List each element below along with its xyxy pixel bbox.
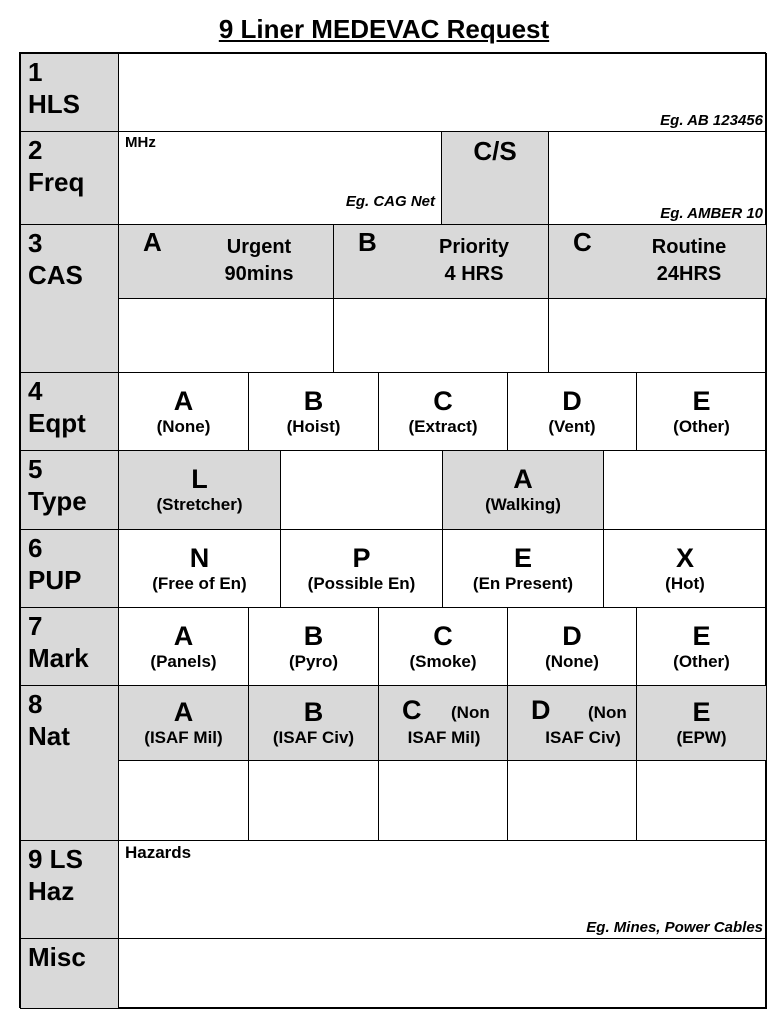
row-number: 8	[28, 689, 43, 719]
eqpt-option-e[interactable]	[636, 372, 767, 451]
eqpt-option-a[interactable]	[118, 372, 249, 451]
hazards-example: Eg. Mines, Power Cables	[586, 919, 763, 936]
row-name: Haz	[28, 876, 75, 906]
option-desc: (None)	[545, 651, 599, 671]
option-desc	[619, 234, 759, 288]
row-label-haz	[20, 840, 119, 939]
option-desc: (Other)	[673, 651, 730, 671]
option-letter: C	[433, 620, 453, 651]
option-extra: (Non	[588, 703, 627, 722]
cas-count-c[interactable]	[548, 298, 767, 373]
row-label-freq	[20, 131, 119, 225]
option-letter: C	[402, 695, 422, 725]
cas-option-c[interactable]	[548, 224, 767, 299]
option-desc	[404, 234, 544, 288]
eqpt-option-d[interactable]	[507, 372, 637, 451]
option-letter: E	[692, 385, 711, 416]
callsign-example: Eg. AMBER 10	[660, 205, 763, 222]
nat-option-e[interactable]	[636, 685, 767, 761]
row-label-nat	[20, 685, 119, 841]
option-desc: (Walking)	[485, 495, 561, 514]
option-desc: ISAF Civ)	[545, 728, 621, 747]
option-desc: (En Present)	[472, 573, 574, 593]
row-name: Type	[28, 486, 87, 516]
option-letter: C	[573, 227, 592, 257]
row-number: 5	[28, 454, 43, 484]
option-letter: E	[513, 542, 532, 573]
option-letter: C	[433, 385, 453, 416]
type-option-walking[interactable]	[442, 450, 604, 530]
option-desc: (Free of En)	[152, 573, 247, 593]
option-letter: B	[303, 385, 324, 416]
option-letter: D	[562, 620, 582, 651]
mark-option-e[interactable]	[636, 607, 767, 686]
option-line2: 24HRS	[656, 263, 722, 285]
freq-field[interactable]	[118, 131, 442, 225]
cas-option-a[interactable]	[118, 224, 334, 299]
mark-option-a[interactable]	[118, 607, 249, 686]
option-line1: Routine	[651, 236, 727, 258]
option-letter: B	[358, 227, 377, 257]
option-desc: (Hot)	[665, 573, 705, 593]
row-label-eqpt	[20, 372, 119, 451]
option-letter: A	[173, 697, 194, 727]
option-desc: (EPW)	[676, 728, 727, 747]
mark-option-c[interactable]	[378, 607, 508, 686]
cas-option-b[interactable]	[333, 224, 549, 299]
row-number: 4	[28, 376, 43, 406]
option-desc: (Extract)	[408, 416, 478, 436]
nat-option-b[interactable]	[248, 685, 379, 761]
nat-count-d[interactable]	[507, 760, 637, 841]
freq-unit: MHz	[125, 134, 156, 151]
option-desc: (Other)	[673, 416, 730, 436]
eqpt-option-c[interactable]	[378, 372, 508, 451]
row-name: CAS	[28, 260, 83, 290]
pup-option-n[interactable]	[118, 529, 281, 608]
row-label-cas	[20, 224, 119, 373]
row-label-pup	[20, 529, 119, 608]
nat-count-e[interactable]	[636, 760, 767, 841]
option-line2: 4 HRS	[444, 263, 504, 285]
callsign-text: C/S	[473, 136, 517, 166]
option-letter: P	[352, 542, 371, 573]
row-number: 2	[28, 135, 43, 165]
option-line1: Priority	[438, 236, 510, 258]
callsign-field[interactable]	[548, 131, 767, 225]
type-count-litter[interactable]	[280, 450, 443, 530]
nat-count-b[interactable]	[248, 760, 379, 841]
hazards-label: Hazards	[125, 843, 192, 862]
option-desc: (Pyro)	[288, 651, 339, 671]
row-name: PUP	[28, 565, 82, 595]
nat-option-a[interactable]	[118, 685, 249, 761]
option-desc: ISAF Mil)	[407, 728, 481, 747]
option-desc: (Possible En)	[307, 573, 416, 593]
form-title: 9 Liner MEDEVAC Request	[218, 14, 550, 44]
option-letter: L	[191, 464, 208, 494]
cas-count-b[interactable]	[333, 298, 549, 373]
option-letter: D	[562, 385, 582, 416]
option-desc: (Vent)	[548, 416, 596, 436]
freq-example: Eg. CAG Net	[345, 193, 435, 210]
option-line1: Urgent	[226, 236, 292, 258]
row-label-mark	[20, 607, 119, 686]
option-letter: A	[143, 227, 162, 257]
option-desc: (ISAF Civ)	[272, 728, 355, 747]
pup-option-p[interactable]	[280, 529, 443, 608]
mark-option-d[interactable]	[507, 607, 637, 686]
row-label-type	[20, 450, 119, 530]
medevac-form	[19, 52, 766, 1008]
row-name: Eqpt	[28, 408, 86, 438]
option-letter: E	[692, 620, 711, 651]
option-letter: X	[675, 542, 694, 573]
hazards-field[interactable]	[118, 840, 767, 939]
option-letter: B	[303, 620, 324, 651]
option-desc: (Panels)	[150, 651, 217, 671]
type-option-litter[interactable]	[118, 450, 281, 530]
row-number: 3	[28, 228, 43, 258]
option-letter: N	[189, 542, 210, 573]
row-name: Misc	[28, 942, 86, 972]
misc-field[interactable]	[118, 938, 767, 1009]
row-number: 1	[28, 57, 43, 87]
row-name: Nat	[28, 721, 70, 751]
nat-option-d[interactable]	[507, 685, 637, 761]
nat-count-a[interactable]	[118, 760, 249, 841]
option-desc: (Smoke)	[409, 651, 477, 671]
row-name: HLS	[28, 89, 80, 119]
row-number: 6	[28, 533, 43, 563]
row-name: Freq	[28, 167, 85, 197]
option-desc: (None)	[156, 416, 211, 436]
hls-field[interactable]	[118, 53, 767, 132]
pup-option-e[interactable]	[442, 529, 604, 608]
row-name: Mark	[28, 643, 89, 673]
mark-option-b[interactable]	[248, 607, 379, 686]
type-count-walking[interactable]	[603, 450, 767, 530]
nat-count-c[interactable]	[378, 760, 508, 841]
option-letter: B	[303, 697, 324, 727]
row-label-hls	[20, 53, 119, 132]
pup-option-x[interactable]	[603, 529, 767, 608]
option-line2: 90mins	[224, 263, 294, 285]
option-letter: A	[513, 464, 533, 494]
eqpt-option-b[interactable]	[248, 372, 379, 451]
option-extra: (Non	[451, 703, 490, 722]
nat-option-c[interactable]	[378, 685, 508, 761]
cas-count-a[interactable]	[118, 298, 334, 373]
row-label-misc	[20, 938, 119, 1009]
option-desc: (Stretcher)	[156, 495, 243, 514]
option-desc: (Hoist)	[286, 416, 341, 436]
option-desc	[189, 234, 329, 288]
row-number: 7	[28, 611, 43, 641]
row-number: 9 LS	[28, 844, 83, 874]
callsign-label	[441, 131, 549, 225]
option-desc: (ISAF Mil)	[144, 728, 223, 747]
option-letter: D	[531, 695, 551, 725]
option-letter: A	[173, 620, 194, 651]
hls-example: Eg. AB 123456	[660, 112, 763, 129]
option-letter: A	[173, 385, 194, 416]
option-letter: E	[692, 697, 711, 727]
